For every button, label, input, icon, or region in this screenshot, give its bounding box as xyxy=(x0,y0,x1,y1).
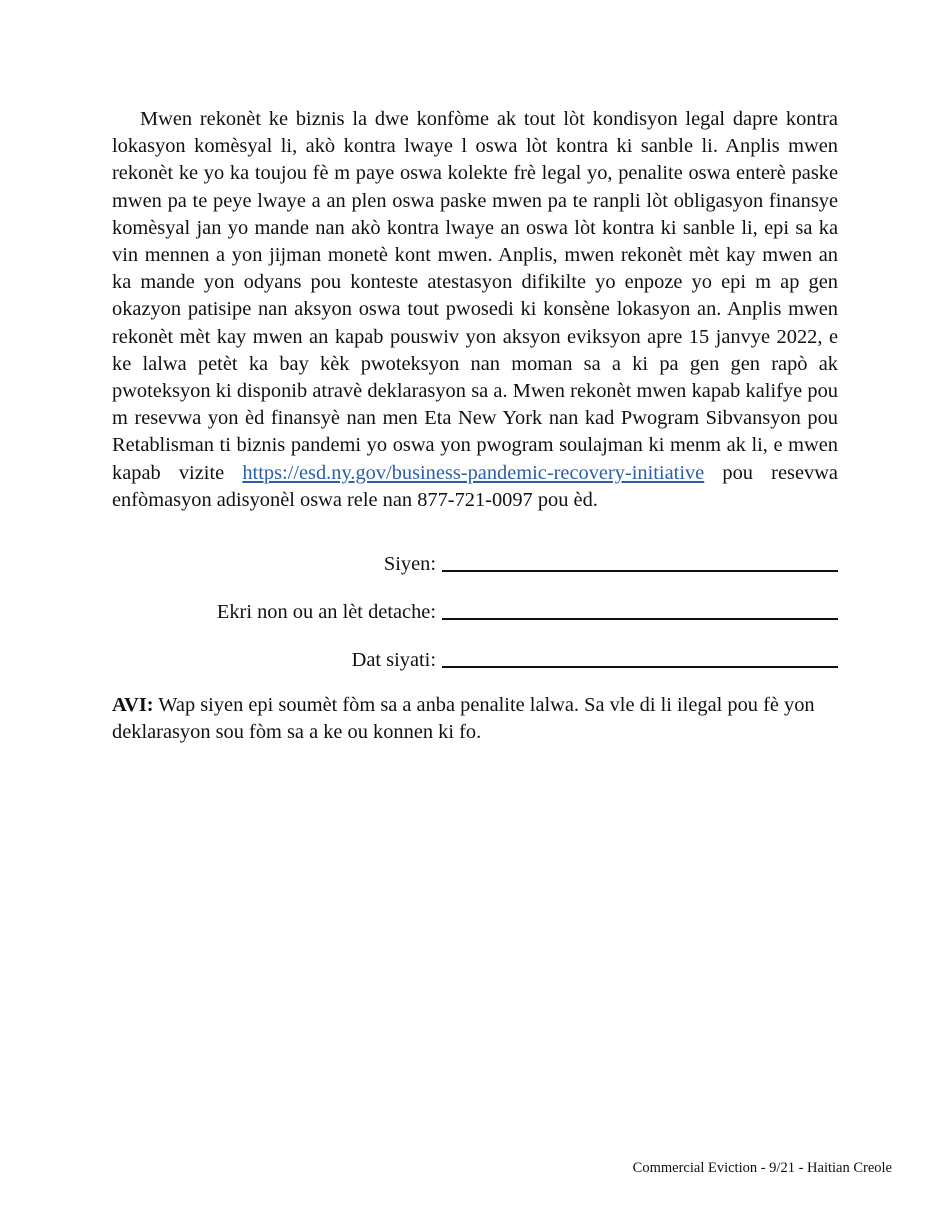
acknowledgement-paragraph xyxy=(112,106,838,514)
paragraph-text-before-link: Mwen rekonèt ke biznis la dwe konfòme ak tout lòt kondisyon legal dapre kontra lokasyon komèsyal li, akò kontra lwaye l oswa lòt kontra ki sanble li. Anplis mwen rekonèt ke yo ka toujou fè m paye oswa kolekte frè legal yo, penalite oswa enterè paske mwen pa te peye lwaye a an plen oswa paske mwen pa te ranpli lòt obligasyon finansye komèsyal jan yo mande nan akò kontra lwaye an oswa lòt kontra ki sanble li, epi sa ka vin mennen a yon jijman monetè kont mwen. Anplis, mwen rekonèt mèt kay mwen an ka mande yon odyans pou konteste atestasyon difikilte yo enpoze yo epi m ap gen okazyon patisipe nan aksyon oswa tout pwosedi ki konsène lokasyon an. Anplis mwen rekonèt mèt kay mwen an kapab pouswiv yon aksyon eviksyon apre 15 janvye 2022, e ke lalwa petèt ka bay kèk pwoteksyon nan moman sa a ki pa gen gen rapò ak pwoteksyon ki disponib atravè deklarasyon sa a. Mwen rekonèt mwen kapab kalifye pou m resevwa yon èd finansyè nan men Eta New York nan kad Pwogram Sibvansyon pou Retablisman ti biznis pandemi yo oswa yon pwogram soulajman ki menm ak li, e mwen kapab vizite xyxy=(112,108,838,484)
paragraph-text-after-link: pou resevwa enfòmasyon adisyonèl oswa rele nan 877-721-0097 pou èd. xyxy=(112,461,838,511)
recovery-initiative-link[interactable]: https://esd.ny.gov/business-pandemic-recovery-initiative xyxy=(242,461,705,484)
penalty-notice xyxy=(112,692,838,746)
notice-label: AVI: xyxy=(112,694,154,716)
printed-name-line[interactable] xyxy=(442,618,838,620)
notice-text: Wap siyen epi soumèt fòm sa a anba penalite lalwa. Sa vle di li ilegal pou fè yon deklarasyon sou fòm sa a ke ou konnen ki fo. xyxy=(112,694,815,744)
printed-name-field-row xyxy=(112,594,838,624)
signature-field-row xyxy=(112,546,838,576)
printed-name-label: Ekri non ou an lèt detache: xyxy=(216,601,436,623)
page-footer: Commercial Eviction - 9/21 - Haitian Creole xyxy=(632,1160,892,1176)
signature-line[interactable] xyxy=(442,570,838,572)
date-signed-label: Dat siyati: xyxy=(351,649,436,671)
date-signed-line[interactable] xyxy=(442,666,838,668)
signature-label: Siyen: xyxy=(383,553,436,575)
date-signed-field-row xyxy=(112,642,838,672)
